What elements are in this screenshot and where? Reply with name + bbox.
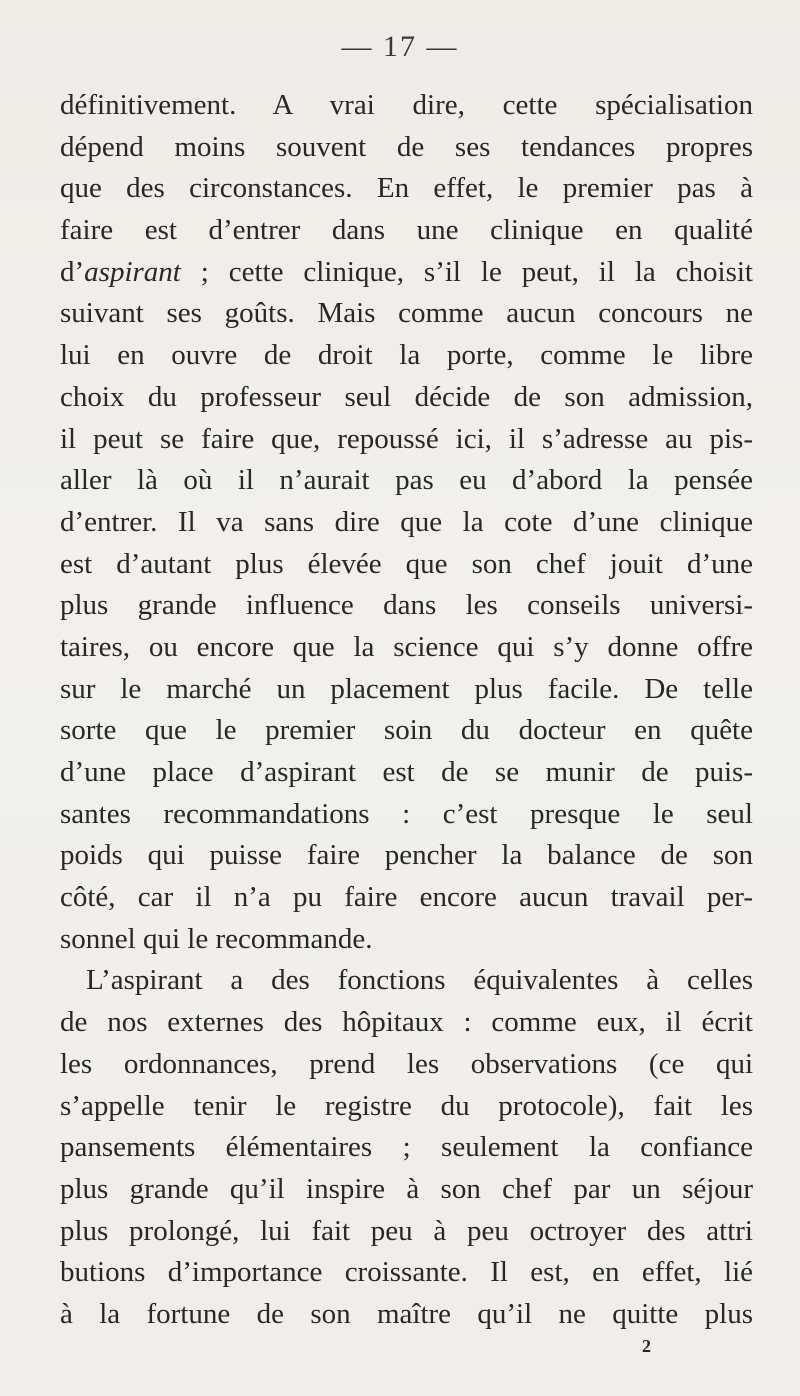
text-line: sorte que le premier soin du docteur en quête [60, 714, 753, 747]
page-number: — 17 — [341, 30, 459, 63]
text-line: faire est d’entrer dans une clinique en qualité [60, 214, 753, 247]
text-line: sur le marché un placement plus facile. De telle [60, 672, 753, 705]
text-line: dépend moins souvent de ses tendances propres [60, 130, 753, 163]
text-fragment: ; cette clinique, s’il le peut, il la choisit [180, 255, 753, 288]
body-text [60, 85, 753, 1336]
text-line: santes recommandations : c’est presque le seul [60, 797, 753, 830]
text-line [60, 252, 753, 294]
text-line: pansements élémentaires ; seulement la confiance [60, 1131, 753, 1164]
text-line: taires, ou encore que la science qui s’y donne offre [60, 630, 753, 663]
text-line: les ordonnances, prend les observations (ce qui [60, 1047, 753, 1080]
text-line: s’appelle tenir le registre du protocole), fait les [60, 1089, 753, 1122]
text-line: aller là où il n’aurait pas eu d’abord la pensée [60, 464, 753, 497]
text-line: choix du professeur seul décide de son admission, [60, 380, 753, 413]
text-fragment: d’ [60, 255, 85, 288]
text-line: côté, car il n’a pu faire encore aucun travail per- [60, 881, 753, 914]
text-line: plus grande influence dans les conseils universi- [60, 589, 753, 622]
text-line: il peut se faire que, repoussé ici, il s’adresse au pis- [60, 422, 753, 455]
italic-term: aspirant [84, 255, 181, 288]
text-line: de nos externes des hôpitaux : comme eux, il écrit [60, 1006, 753, 1039]
text-line: d’entrer. Il va sans dire que la cote d’une clinique [60, 505, 753, 538]
text-line: d’une place d’aspirant est de se munir de puis- [60, 756, 753, 788]
text-line: définitivement. A vrai dire, cette spécialisation [60, 89, 753, 121]
text-line: suivant ses goûts. Mais comme aucun concours ne [60, 297, 753, 330]
text-line: sonnel qui le recommande. [60, 922, 373, 955]
text-line: poids qui puisse faire pencher la balance de son [60, 839, 753, 872]
printer-signature-mark: 2 [642, 1336, 651, 1356]
text-line: à la fortune de son maître qu’il ne quitte plus [60, 1297, 753, 1330]
text-line: plus prolongé, lui fait peu à peu octroyer des attri [60, 1214, 753, 1247]
text-line: est d’autant plus élevée que son chef jouit d’une [60, 547, 753, 580]
text-line: lui en ouvre de droit la porte, comme le libre [60, 339, 753, 372]
text-line: L’aspirant a des fonctions équivalentes à celles [86, 964, 753, 997]
text-line: plus grande qu’il inspire à son chef par un séjour [60, 1172, 753, 1205]
text-line: que des circonstances. En effet, le premier pas à [60, 172, 753, 205]
text-line: butions d’importance croissante. Il est, en effet, lié [60, 1256, 753, 1289]
